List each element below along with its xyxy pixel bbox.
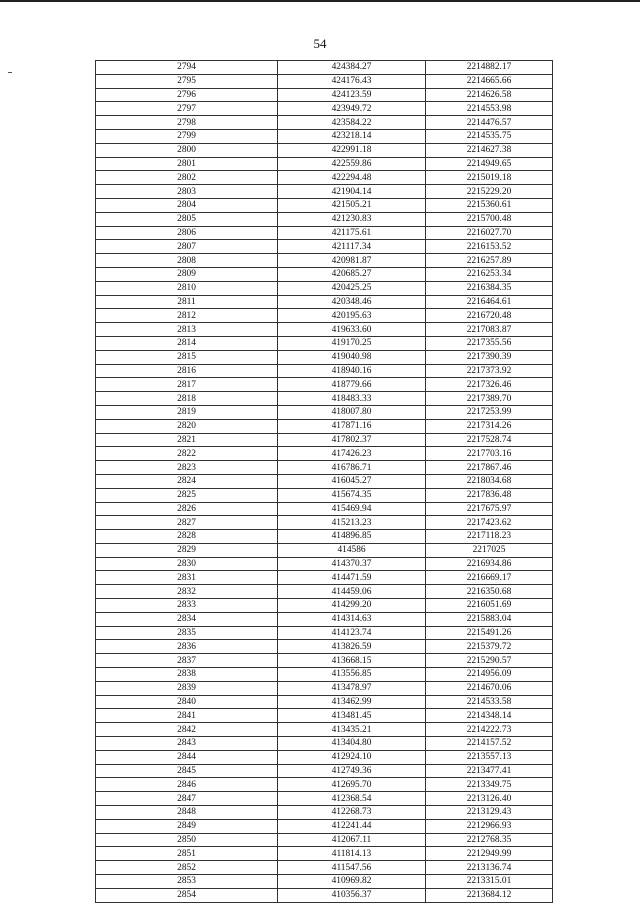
table-row (96, 750, 553, 764)
table-row (96, 281, 553, 295)
table-row (96, 681, 553, 695)
y-coordinate-cell: 2214626.58 (426, 88, 553, 102)
y-coordinate-cell: 2217373.92 (426, 364, 553, 378)
x-coordinate-cell: 412067.11 (278, 833, 426, 847)
x-coordinate-cell: 424384.27 (278, 61, 426, 75)
x-coordinate-cell: 412241.44 (278, 819, 426, 833)
y-coordinate-cell: 2213349.75 (426, 778, 553, 792)
x-coordinate-cell: 410356.37 (278, 888, 426, 902)
table-row (96, 530, 553, 544)
point-number-cell: 2804 (96, 198, 278, 212)
x-coordinate-cell: 413668.15 (278, 654, 426, 668)
table-row (96, 654, 553, 668)
table-row (96, 378, 553, 392)
table-row (96, 419, 553, 433)
point-number-cell: 2852 (96, 861, 278, 875)
table-row (96, 626, 553, 640)
table-row (96, 557, 553, 571)
table-row (96, 502, 553, 516)
point-number-cell: 2814 (96, 336, 278, 350)
point-number-cell: 2812 (96, 309, 278, 323)
y-coordinate-cell: 2217025 (426, 543, 553, 557)
y-coordinate-cell: 2217867.46 (426, 461, 553, 475)
x-coordinate-cell: 413481.45 (278, 709, 426, 723)
y-coordinate-cell: 2214533.58 (426, 695, 553, 709)
point-number-cell: 2833 (96, 599, 278, 613)
table-row (96, 198, 553, 212)
x-coordinate-cell: 416786.71 (278, 461, 426, 475)
page-number: 54 (313, 36, 327, 51)
table-row (96, 668, 553, 682)
y-coordinate-cell: 2217314.26 (426, 419, 553, 433)
y-coordinate-cell: 2214665.66 (426, 74, 553, 88)
point-number-cell: 2834 (96, 612, 278, 626)
table-row (96, 254, 553, 268)
x-coordinate-cell: 418779.66 (278, 378, 426, 392)
point-number-cell: 2800 (96, 143, 278, 157)
point-number-cell: 2803 (96, 185, 278, 199)
table-row (96, 171, 553, 185)
table-row (96, 74, 553, 88)
table-row (96, 819, 553, 833)
table-row (96, 364, 553, 378)
y-coordinate-cell: 2216934.86 (426, 557, 553, 571)
x-coordinate-cell: 416045.27 (278, 474, 426, 488)
x-coordinate-cell: 414459.06 (278, 585, 426, 599)
y-coordinate-cell: 2215883.04 (426, 612, 553, 626)
x-coordinate-cell: 414370.37 (278, 557, 426, 571)
y-coordinate-cell: 2217083.87 (426, 323, 553, 337)
x-coordinate-cell: 422991.18 (278, 143, 426, 157)
y-coordinate-cell: 2213126.40 (426, 792, 553, 806)
table-row (96, 323, 553, 337)
point-number-cell: 2831 (96, 571, 278, 585)
table-row (96, 861, 553, 875)
x-coordinate-cell: 413826.59 (278, 640, 426, 654)
y-coordinate-cell: 2216253.34 (426, 267, 553, 281)
y-coordinate-cell: 2216257.89 (426, 254, 553, 268)
y-coordinate-cell: 2216384.35 (426, 281, 553, 295)
x-coordinate-cell: 412924.10 (278, 750, 426, 764)
table-row (96, 806, 553, 820)
point-number-cell: 2848 (96, 806, 278, 820)
table-row (96, 709, 553, 723)
y-coordinate-cell: 2217836.48 (426, 488, 553, 502)
x-coordinate-cell: 419633.60 (278, 323, 426, 337)
table-row (96, 295, 553, 309)
coordinates-table (95, 60, 553, 903)
point-number-cell: 2839 (96, 681, 278, 695)
y-coordinate-cell: 2213136.74 (426, 861, 553, 875)
x-coordinate-cell: 415213.23 (278, 516, 426, 530)
point-number-cell: 2835 (96, 626, 278, 640)
point-number-cell: 2816 (96, 364, 278, 378)
y-coordinate-cell: 2216153.52 (426, 240, 553, 254)
x-coordinate-cell: 415674.35 (278, 488, 426, 502)
margin-mark (8, 72, 12, 73)
point-number-cell: 2845 (96, 764, 278, 778)
point-number-cell: 2798 (96, 116, 278, 130)
x-coordinate-cell: 420425.25 (278, 281, 426, 295)
y-coordinate-cell: 2214157.52 (426, 737, 553, 751)
x-coordinate-cell: 420685.27 (278, 267, 426, 281)
y-coordinate-cell: 2215379.72 (426, 640, 553, 654)
y-coordinate-cell: 2214949.65 (426, 157, 553, 171)
y-coordinate-cell: 2214222.73 (426, 723, 553, 737)
table-row (96, 474, 553, 488)
table-row (96, 143, 553, 157)
table-row (96, 129, 553, 143)
x-coordinate-cell: 414586 (278, 543, 426, 557)
x-coordinate-cell: 413404.80 (278, 737, 426, 751)
point-number-cell: 2828 (96, 530, 278, 544)
point-number-cell: 2847 (96, 792, 278, 806)
point-number-cell: 2808 (96, 254, 278, 268)
y-coordinate-cell: 2217326.46 (426, 378, 553, 392)
table-row (96, 240, 553, 254)
point-number-cell: 2817 (96, 378, 278, 392)
x-coordinate-cell: 422559.86 (278, 157, 426, 171)
point-number-cell: 2851 (96, 847, 278, 861)
point-number-cell: 2850 (96, 833, 278, 847)
y-coordinate-cell: 2216051.69 (426, 599, 553, 613)
point-number-cell: 2811 (96, 295, 278, 309)
y-coordinate-cell: 2214348.14 (426, 709, 553, 723)
y-coordinate-cell: 2217390.39 (426, 350, 553, 364)
point-number-cell: 2796 (96, 88, 278, 102)
x-coordinate-cell: 419040.98 (278, 350, 426, 364)
point-number-cell: 2819 (96, 405, 278, 419)
point-number-cell: 2794 (96, 61, 278, 75)
x-coordinate-cell: 414123.74 (278, 626, 426, 640)
table-row (96, 392, 553, 406)
table-row (96, 723, 553, 737)
point-number-cell: 2853 (96, 875, 278, 889)
x-coordinate-cell: 413478.97 (278, 681, 426, 695)
y-coordinate-cell: 2218034.68 (426, 474, 553, 488)
point-number-cell: 2841 (96, 709, 278, 723)
y-coordinate-cell: 2217675.97 (426, 502, 553, 516)
y-coordinate-cell: 2214535.75 (426, 129, 553, 143)
point-number-cell: 2854 (96, 888, 278, 902)
table-row (96, 612, 553, 626)
y-coordinate-cell: 2217528.74 (426, 433, 553, 447)
x-coordinate-cell: 423949.72 (278, 102, 426, 116)
x-coordinate-cell: 413556.85 (278, 668, 426, 682)
y-coordinate-cell: 2214670.06 (426, 681, 553, 695)
x-coordinate-cell: 410969.82 (278, 875, 426, 889)
point-number-cell: 2802 (96, 171, 278, 185)
x-coordinate-cell: 423584.22 (278, 116, 426, 130)
table-row (96, 599, 553, 613)
point-number-cell: 2827 (96, 516, 278, 530)
y-coordinate-cell: 2216669.17 (426, 571, 553, 585)
table-row (96, 309, 553, 323)
table-row (96, 833, 553, 847)
point-number-cell: 2830 (96, 557, 278, 571)
x-coordinate-cell: 411547.56 (278, 861, 426, 875)
point-number-cell: 2837 (96, 654, 278, 668)
point-number-cell: 2797 (96, 102, 278, 116)
point-number-cell: 2799 (96, 129, 278, 143)
y-coordinate-cell: 2215019.18 (426, 171, 553, 185)
point-number-cell: 2840 (96, 695, 278, 709)
table-row (96, 88, 553, 102)
y-coordinate-cell: 2215290.57 (426, 654, 553, 668)
table-row (96, 336, 553, 350)
table-row (96, 488, 553, 502)
table-row (96, 695, 553, 709)
y-coordinate-cell: 2217355.56 (426, 336, 553, 350)
y-coordinate-cell: 2215491.26 (426, 626, 553, 640)
point-number-cell: 2846 (96, 778, 278, 792)
x-coordinate-cell: 421904.14 (278, 185, 426, 199)
point-number-cell: 2820 (96, 419, 278, 433)
x-coordinate-cell: 423218.14 (278, 129, 426, 143)
x-coordinate-cell: 412368.54 (278, 792, 426, 806)
point-number-cell: 2832 (96, 585, 278, 599)
y-coordinate-cell: 2214627.38 (426, 143, 553, 157)
y-coordinate-cell: 2214956.09 (426, 668, 553, 682)
x-coordinate-cell: 421505.21 (278, 198, 426, 212)
point-number-cell: 2824 (96, 474, 278, 488)
table-row (96, 543, 553, 557)
x-coordinate-cell: 415469.94 (278, 502, 426, 516)
table-row (96, 350, 553, 364)
table-row (96, 640, 553, 654)
x-coordinate-cell: 418007.80 (278, 405, 426, 419)
table-row (96, 433, 553, 447)
x-coordinate-cell: 417426.23 (278, 447, 426, 461)
x-coordinate-cell: 420195.63 (278, 309, 426, 323)
y-coordinate-cell: 2215360.61 (426, 198, 553, 212)
y-coordinate-cell: 2212768.35 (426, 833, 553, 847)
table-row (96, 102, 553, 116)
table-row (96, 888, 553, 902)
point-number-cell: 2849 (96, 819, 278, 833)
x-coordinate-cell: 418940.16 (278, 364, 426, 378)
point-number-cell: 2806 (96, 226, 278, 240)
y-coordinate-cell: 2217118.23 (426, 530, 553, 544)
point-number-cell: 2801 (96, 157, 278, 171)
x-coordinate-cell: 420348.46 (278, 295, 426, 309)
x-coordinate-cell: 420981.87 (278, 254, 426, 268)
x-coordinate-cell: 412268.73 (278, 806, 426, 820)
x-coordinate-cell: 421175.61 (278, 226, 426, 240)
y-coordinate-cell: 2217703.16 (426, 447, 553, 461)
top-border-line (0, 0, 640, 2)
point-number-cell: 2809 (96, 267, 278, 281)
point-number-cell: 2823 (96, 461, 278, 475)
table-row (96, 267, 553, 281)
x-coordinate-cell: 421230.83 (278, 212, 426, 226)
table-row (96, 461, 553, 475)
y-coordinate-cell: 2213129.43 (426, 806, 553, 820)
table-row (96, 571, 553, 585)
table-row (96, 185, 553, 199)
point-number-cell: 2844 (96, 750, 278, 764)
x-coordinate-cell: 412695.70 (278, 778, 426, 792)
point-number-cell: 2821 (96, 433, 278, 447)
point-number-cell: 2822 (96, 447, 278, 461)
point-number-cell: 2836 (96, 640, 278, 654)
x-coordinate-cell: 421117.34 (278, 240, 426, 254)
y-coordinate-cell: 2215700.48 (426, 212, 553, 226)
x-coordinate-cell: 424123.59 (278, 88, 426, 102)
y-coordinate-cell: 2217423.62 (426, 516, 553, 530)
table-row (96, 116, 553, 130)
y-coordinate-cell: 2214553.98 (426, 102, 553, 116)
y-coordinate-cell: 2217253.99 (426, 405, 553, 419)
x-coordinate-cell: 413435.21 (278, 723, 426, 737)
x-coordinate-cell: 414896.85 (278, 530, 426, 544)
y-coordinate-cell: 2213557.13 (426, 750, 553, 764)
coordinates-table-body (96, 61, 553, 903)
x-coordinate-cell: 417871.16 (278, 419, 426, 433)
y-coordinate-cell: 2216350.68 (426, 585, 553, 599)
y-coordinate-cell: 2213477.41 (426, 764, 553, 778)
x-coordinate-cell: 414299.20 (278, 599, 426, 613)
y-coordinate-cell: 2216720.48 (426, 309, 553, 323)
x-coordinate-cell: 412749.36 (278, 764, 426, 778)
y-coordinate-cell: 2216027.70 (426, 226, 553, 240)
x-coordinate-cell: 414471.59 (278, 571, 426, 585)
x-coordinate-cell: 417802.37 (278, 433, 426, 447)
y-coordinate-cell: 2213315.01 (426, 875, 553, 889)
point-number-cell: 2829 (96, 543, 278, 557)
point-number-cell: 2825 (96, 488, 278, 502)
point-number-cell: 2795 (96, 74, 278, 88)
y-coordinate-cell: 2214882.17 (426, 61, 553, 75)
table-row (96, 212, 553, 226)
point-number-cell: 2818 (96, 392, 278, 406)
table-row (96, 61, 553, 75)
point-number-cell: 2826 (96, 502, 278, 516)
point-number-cell: 2813 (96, 323, 278, 337)
x-coordinate-cell: 422294.48 (278, 171, 426, 185)
y-coordinate-cell: 2216464.61 (426, 295, 553, 309)
point-number-cell: 2805 (96, 212, 278, 226)
table-row (96, 157, 553, 171)
x-coordinate-cell: 418483.33 (278, 392, 426, 406)
point-number-cell: 2838 (96, 668, 278, 682)
table-row (96, 847, 553, 861)
table-row (96, 447, 553, 461)
table-row (96, 585, 553, 599)
point-number-cell: 2807 (96, 240, 278, 254)
y-coordinate-cell: 2212949.99 (426, 847, 553, 861)
x-coordinate-cell: 424176.43 (278, 74, 426, 88)
x-coordinate-cell: 413462.99 (278, 695, 426, 709)
x-coordinate-cell: 419170.25 (278, 336, 426, 350)
table-row (96, 405, 553, 419)
table-row (96, 875, 553, 889)
x-coordinate-cell: 411814.13 (278, 847, 426, 861)
point-number-cell: 2843 (96, 737, 278, 751)
point-number-cell: 2810 (96, 281, 278, 295)
y-coordinate-cell: 2217389.70 (426, 392, 553, 406)
table-row (96, 764, 553, 778)
table-row (96, 516, 553, 530)
y-coordinate-cell: 2215229.20 (426, 185, 553, 199)
x-coordinate-cell: 414314.63 (278, 612, 426, 626)
table-row (96, 226, 553, 240)
table-row (96, 778, 553, 792)
y-coordinate-cell: 2214476.57 (426, 116, 553, 130)
table-row (96, 792, 553, 806)
y-coordinate-cell: 2213684.12 (426, 888, 553, 902)
table-row (96, 737, 553, 751)
y-coordinate-cell: 2212966.93 (426, 819, 553, 833)
point-number-cell: 2815 (96, 350, 278, 364)
point-number-cell: 2842 (96, 723, 278, 737)
